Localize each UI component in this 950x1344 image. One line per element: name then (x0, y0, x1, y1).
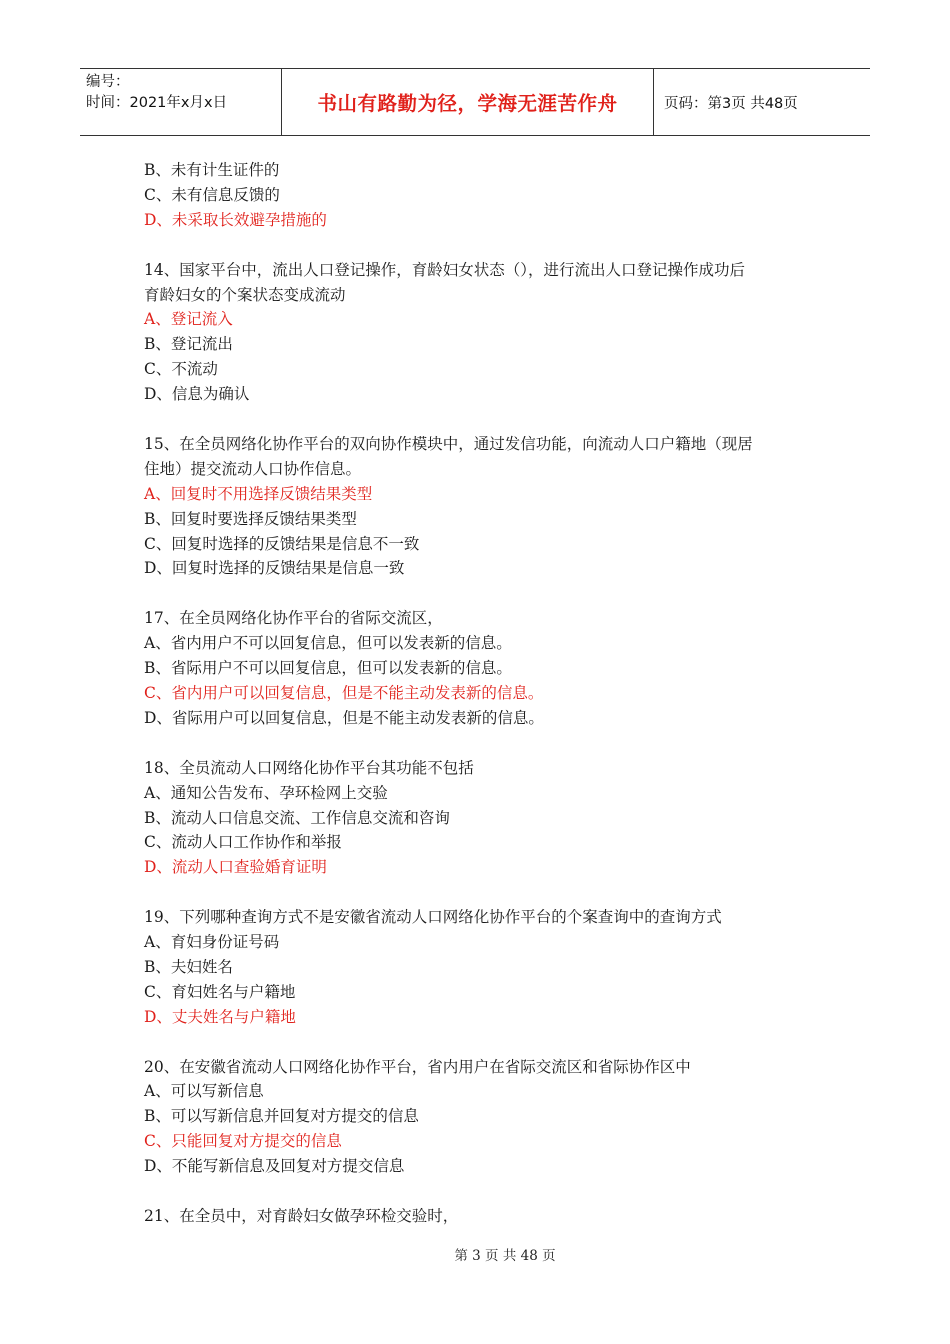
header-meta (80, 69, 282, 135)
text-line: B、回复时要选择反馈结果类型 (144, 509, 357, 528)
blank-line (144, 731, 814, 756)
blank-line (144, 880, 814, 905)
text-line: A、省内用户不可以回复信息，但可以发表新的信息。 (144, 634, 512, 653)
text-line: 14、国家平台中，流出人口登记操作，育龄妇女状态（），进行流出人口登记操作成功后 (144, 260, 745, 279)
text-line: 15、在全员网络化协作平台的双向协作模块中，通过发信功能，向流动人口户籍地（现居 (144, 434, 753, 453)
answer-line: D、流动人口查验婚育证明 (144, 858, 327, 877)
text-line: A、通知公告发布、孕环检网上交验 (144, 783, 388, 802)
answer-line: D、未采取长效避孕措施的 (144, 210, 327, 229)
text-line: 18、全员流动人口网络化协作平台其功能不包括 (144, 758, 474, 777)
text-line: C、育妇姓名与户籍地 (144, 982, 296, 1001)
text-line: A、育妇身份证号码 (144, 933, 280, 952)
blank-line (144, 233, 814, 258)
text-line: B、夫妇姓名 (144, 957, 233, 976)
answer-line: C、只能回复对方提交的信息 (144, 1132, 342, 1151)
time-label: 时间：2021年x月x日 (86, 95, 228, 111)
answer-line: D、丈夫姓名与户籍地 (144, 1007, 296, 1026)
text-line: A、可以写新信息 (144, 1082, 264, 1101)
text-line: C、不流动 (144, 360, 218, 379)
text-line: C、回复时选择的反馈结果是信息不一致 (144, 534, 420, 553)
blank-line (144, 1179, 814, 1204)
text-line: 20、在安徽省流动人口网络化协作平台，省内用户在省际交流区和省际协作区中 (144, 1057, 691, 1076)
text-line: 17、在全员网络化协作平台的省际交流区， (144, 609, 443, 628)
question-content (144, 158, 814, 1229)
text-line: B、流动人口信息交流、工作信息交流和咨询 (144, 808, 450, 827)
number-label: 编号： (86, 74, 130, 90)
text-line: D、省际用户可以回复信息，但是不能主动发表新的信息。 (144, 708, 544, 727)
page-header (80, 68, 870, 136)
text-line: 19、下列哪种查询方式不是安徽省流动人口网络化协作平台的个案查询中的查询方式 (144, 908, 722, 927)
text-line: B、可以写新信息并回复对方提交的信息 (144, 1107, 419, 1126)
blank-line (144, 581, 814, 606)
motto-text: 书山有路勤为径，学海无涯苦作舟 (317, 92, 618, 115)
answer-line: A、登记流入 (144, 310, 233, 329)
page-footer: 第 3 页 共 48 页 (454, 1248, 556, 1264)
text-line: C、未有信息反馈的 (144, 185, 280, 204)
text-line: 住地）提交流动人口协作信息。 (144, 459, 362, 478)
text-line: B、省际用户不可以回复信息，但可以发表新的信息。 (144, 659, 512, 678)
text-line: 21、在全员中，对育龄妇女做孕环检交验时， (144, 1206, 459, 1225)
page-info: 页码：第3页 共48页 (664, 95, 798, 112)
text-line: 育龄妇女的个案状态变成流动 (144, 285, 346, 304)
text-line: B、登记流出 (144, 335, 233, 354)
text-line: D、信息为确认 (144, 385, 250, 404)
text-line: D、不能写新信息及回复对方提交信息 (144, 1157, 405, 1176)
answer-line: A、回复时不用选择反馈结果类型 (144, 484, 373, 503)
blank-line (144, 407, 814, 432)
text-line: D、回复时选择的反馈结果是信息一致 (144, 559, 405, 578)
header-page-cell (654, 69, 870, 135)
text-line: B、未有计生证件的 (144, 161, 280, 179)
blank-line (144, 1030, 814, 1055)
text-line: C、流动人口工作协作和举报 (144, 833, 342, 852)
answer-line: C、省内用户可以回复信息，但是不能主动发表新的信息。 (144, 683, 544, 702)
header-motto-cell (282, 69, 654, 135)
